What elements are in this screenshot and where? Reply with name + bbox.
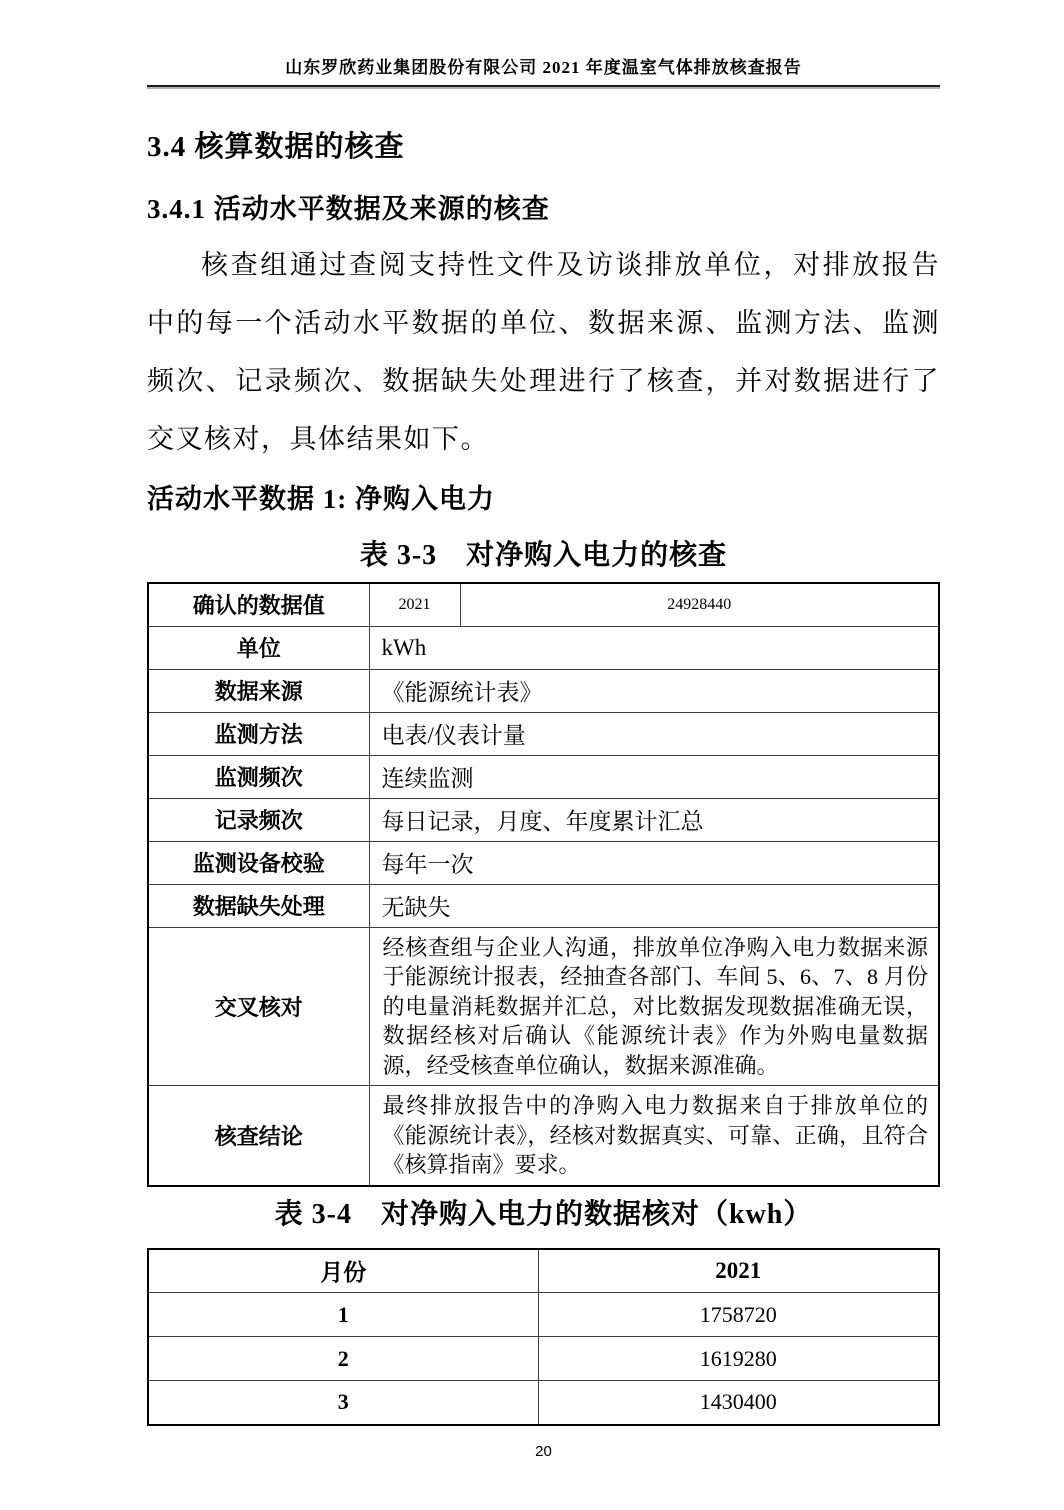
table-row-cross-check [148, 927, 939, 1086]
unit-cell: kWh [369, 626, 939, 669]
row-label: 监测设备校验 [148, 841, 369, 884]
table-row-device-calibration [148, 841, 939, 884]
intro-paragraph: 核查组通过查阅支持性文件及访谈排放单位，对排放报告中的每一个活动水平数据的单位、数据来源、监测方法、监测频次、记录频次、数据缺失处理进行了核查，并对数据进行了交叉核对，具体结果如下。 [147, 250, 940, 454]
value-cell: 1430400 [538, 1381, 939, 1425]
page-header [147, 0, 940, 87]
table-row-month-2 [148, 1337, 939, 1381]
row-label: 监测方法 [148, 712, 369, 755]
section-heading-3-4: 3.4 核算数据的核查 [147, 131, 405, 163]
page-number: 20 [535, 1443, 552, 1460]
table-row-monitoring-method [148, 712, 939, 755]
table-header-row [148, 1249, 939, 1293]
column-header-month: 月份 [148, 1249, 538, 1293]
table-row-month-3 [148, 1381, 939, 1425]
report-title: 山东罗欣药业集团股份有限公司 2021 年度温室气体排放核查报告 [285, 58, 802, 77]
row-label: 交叉核对 [148, 927, 369, 1086]
table-row-unit [148, 626, 939, 669]
table-3-3-title: 表 3-3 对净购入电力的核查 [359, 540, 728, 571]
device-calibration-cell: 每年一次 [369, 841, 939, 884]
monitoring-frequency-cell: 连续监测 [369, 755, 939, 798]
row-label: 监测频次 [148, 755, 369, 798]
table-3-4-title: 表 3-4 对净购入电力的数据核对（kwh） [274, 1198, 813, 1230]
value-cell: 1619280 [538, 1337, 939, 1381]
monitoring-method-cell: 电表/仪表计量 [369, 712, 939, 755]
month-cell: 1 [148, 1293, 538, 1337]
table-row-missing-data [148, 884, 939, 927]
page-content [147, 0, 940, 1426]
table-3-3 [147, 582, 940, 1187]
table-row-confirmed-value [148, 583, 939, 626]
month-cell: 2 [148, 1337, 538, 1381]
row-label: 数据缺失处理 [148, 884, 369, 927]
verification-conclusion-cell: 最终排放报告中的净购入电力数据来自于排放单位的《能源统计表》，经核对数据真实、可靠、正确，且符合《核算指南》要求。 [369, 1086, 939, 1186]
header-divider [147, 85, 940, 87]
table-row-monitoring-frequency [148, 755, 939, 798]
table-row-data-source [148, 669, 939, 712]
data-source-cell: 《能源统计表》 [369, 669, 939, 712]
row-label: 数据来源 [148, 669, 369, 712]
missing-data-cell: 无缺失 [369, 884, 939, 927]
table-row-month-1 [148, 1293, 939, 1337]
table-3-4 [147, 1248, 940, 1426]
table-row-verification-conclusion [148, 1086, 939, 1186]
column-header-year: 2021 [538, 1249, 939, 1293]
confirmed-year-cell: 2021 [369, 583, 460, 626]
row-label: 核查结论 [148, 1086, 369, 1186]
confirmed-value-cell: 24928440 [460, 583, 939, 626]
row-label: 确认的数据值 [148, 583, 369, 626]
record-frequency-cell: 每日记录，月度、年度累计汇总 [369, 798, 939, 841]
cross-check-cell: 经核查组与企业人沟通，排放单位净购入电力数据来源于能源统计报表，经抽查各部门、车间 5、6、7、8 月份的电量消耗数据并汇总，对比数据发现数据准确无误，数据经核对后确认《能源统计表》作为外购电量数据源，经受核查单位确认，数据来源准确。 [369, 927, 939, 1086]
row-label: 单位 [148, 626, 369, 669]
activity-data-heading: 活动水平数据 1: 净购入电力 [147, 484, 495, 514]
row-label: 记录频次 [148, 798, 369, 841]
value-cell: 1758720 [538, 1293, 939, 1337]
month-cell: 3 [148, 1381, 538, 1425]
section-heading-3-4-1: 3.4.1 活动水平数据及来源的核查 [147, 194, 550, 224]
table-row-record-frequency [148, 798, 939, 841]
